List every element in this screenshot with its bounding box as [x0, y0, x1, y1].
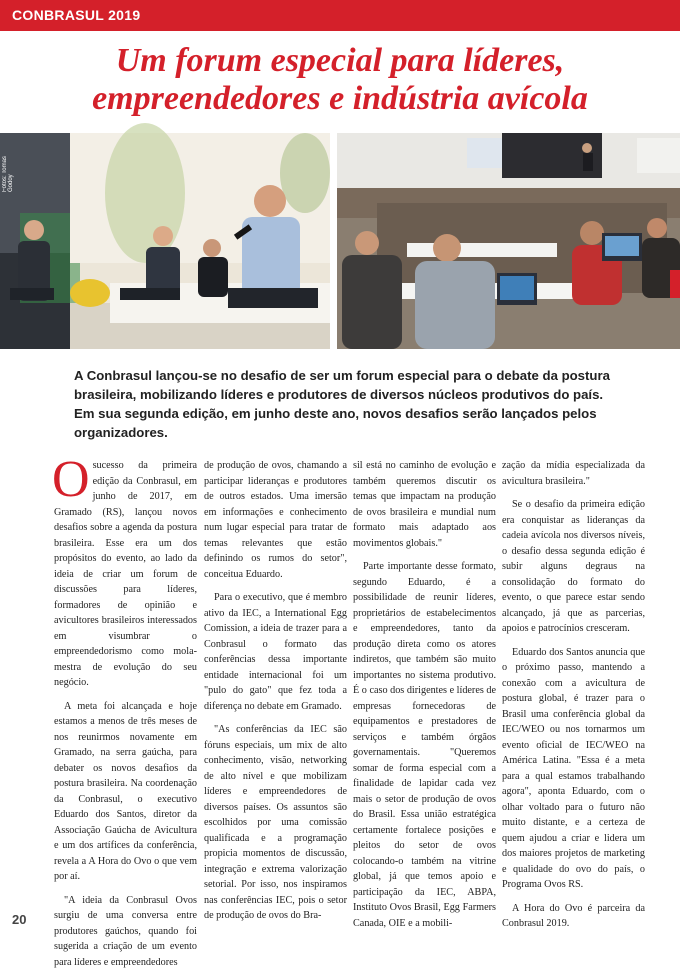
paragraph: zação da mídia especializada da avicultura brasileira." [502, 460, 645, 487]
paragraph: "As conferências da IEC são fóruns especiais, um mix de alto conhecimento, visão, networking de alto nível e que mobilizam líderes e empreendedores de diversos países. Os assuntos são escolhidos por uma comissão qualificada e a programação propicia momentos de discussão, integração e extrema valorização setorial. Por isso, nos inspiramos nas conferências IEC, pois o setor de produção de ovos do Bra- [204, 724, 347, 921]
section-header-bar [0, 0, 680, 31]
paragraph: A Hora do Ovo é parceira da Conbrasul 2019. [502, 902, 645, 929]
paragraph: Parte importante desse formato, segundo Eduardo, é a possibilidade de reunir líderes, proprietários de estabelecimentos e empreendedores, tanto da produção direta como os atores indiretos, que também são muito importantes no sistema produtivo. É o caso dos dirigentes e líderes de empresas fornecedoras de equipamentos e prestadores de serviços e também órgãos governamentais. "Queremos somar de forma especial com a finalidade de lapidar cada vez mais o setor de produção de ovos do Brasil. Essa união estratégica certamente fortalece posições e pleitos do setor de ovos colocando-o também na vitrine global, já que temos apoio e participação da IEC, ABPA, Instituto Ovos Brasil, Egg Farmers Canada, OIE e a mobili- [353, 561, 496, 929]
paragraph: Osucesso da primeira edição da Conbrasul, em junho de 2017, em Gramado (RS), lançou novos desafios sobre a agenda da postura brasileira. Esse era um dos propósitos do evento, ao lado da ideia de criar um forum de discussões para líderes, formadores de opinião e avicultores brasileiros interessados em visumbrar o empreendedorismo como mola-mestra de evolução do seu negócio. [52, 451, 197, 688]
headline-line-1: Um forum especial para líderes, [115, 42, 565, 79]
panel-discussion-photo [0, 133, 330, 349]
article-headline [20, 42, 660, 118]
article-lead: A Conbrasul lançou-se no desafio de ser um forum especial para o debate da postura brasileira, mobilizando líderes e produtores de diversos núcleos produtivos do país. Em sua segunda edição, em junho deste ano, novos desafios serão lançados pelos organizadores. [74, 368, 610, 440]
text-column-3 [353, 458, 496, 939]
text-column-1 [52, 451, 197, 978]
paragraph: de produção de ovos, chamando a participar lideranças e produtores de outros estados. Uma imersão em informações e conhecimento num lugar especial para tratar de temas relevantes que estão definindo os rumos do setor", conceitua Eduardo. [204, 460, 347, 580]
paragraph: Para o executivo, que é membro ativo da IEC, a International Egg Comission, a ideia de trazer para a Conbrasul o formato das conferências dessa importante entidade internacional foi um "pulo do gato" que fez toda a diferença no debate em Gramado. [204, 592, 347, 712]
side-tab-marker [670, 270, 680, 298]
drop-cap: O [52, 451, 90, 508]
paragraph: Eduardo dos Santos anuncia que o próximo passo, mantendo a conexão com a avicultura de postura global, é trazer para o Brasil uma conferência global da IEC/WEO ou nos tornarmos um evento oficial de IEC/WEO na América Latina. "Essa é a meta para a qual estamos trabalhando agora", aponta Eduardo, com o olhar voltado para o futuro não muito distante, e a certeza de quem ajudou a criar e lidera um dos maiores projetos de marketing e qualidade do ovo do país, o Programa Ovos RS. [502, 646, 645, 890]
paragraph: Se o desafio da primeira edição era conquistar as lideranças da cadeia avícola nos diversos níveis, o desafio dessa segunda edição é subir alguns degraus na consolidação do formato do evento, o que parece estar sendo alcançado, já que as parcerias, apoios e patrocínios cresceram. [502, 499, 645, 634]
text-column-2 [204, 458, 347, 932]
page-number: 20 [12, 912, 27, 927]
paragraph: "A ideia da Conbrasul Ovos surgiu de uma conversa entre produtores gaúchos, quando foi sugerida a criação de um evento para líderes e empreendedores [54, 894, 197, 968]
paragraph: sil está no caminho de evolução e também queremos discutir os temas que impactam na produção de ovos brasileira e mundial num formato mais adaptado aos movimentos globais." [353, 460, 496, 549]
photo-credit: Fotos: Tomas Godoy [2, 156, 14, 192]
paragraph: A meta foi alcançada e hoje estamos a menos de três meses de nos reunirmos novamente em Gramado, na serra gaúcha, para debater os novos desafios da postura brasileira. Na coordenação da Conbrasul, o executivo Eduardo dos Santos, diretor da Associação Gaúcha de Avicultura e um dos artífices da conferência, revela a A Hora do Ovo o que vem por aí. [54, 700, 197, 882]
section-label: CONBRASUL 2019 [12, 7, 141, 23]
headline-line-2: empreendedores e indústria avícola [92, 80, 588, 117]
audience-photo [337, 133, 680, 349]
text-column-4 [502, 458, 645, 940]
